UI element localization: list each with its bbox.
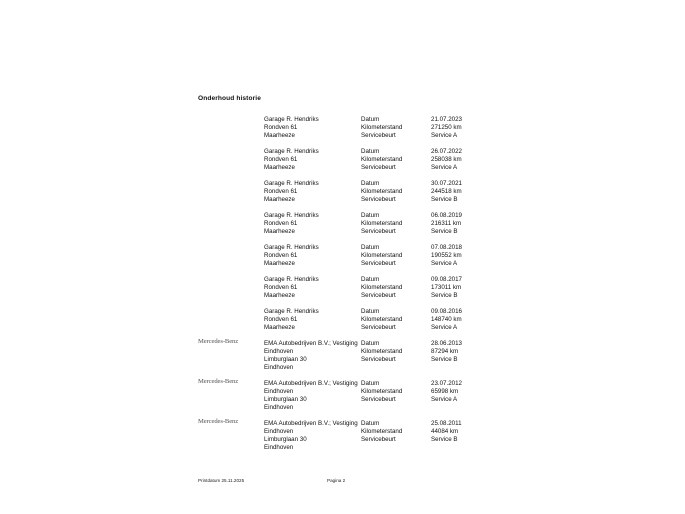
field-labels bbox=[361, 148, 429, 172]
field-labels bbox=[361, 244, 429, 268]
field-values-line: Service A bbox=[431, 132, 458, 139]
field-labels-line: Kilometerstand bbox=[361, 428, 403, 435]
field-values-line: Service A bbox=[431, 396, 458, 403]
field-labels-line: Datum bbox=[361, 276, 380, 283]
garage-address-line: Rondven 61 bbox=[264, 252, 298, 259]
field-labels-line: Servicebeurt bbox=[361, 436, 396, 443]
field-labels-line: Servicebeurt bbox=[361, 356, 396, 363]
garage-address-line: Maarheeze bbox=[264, 228, 295, 235]
field-labels-line: Servicebeurt bbox=[361, 132, 396, 139]
field-values-line: 28.06.2013 bbox=[431, 340, 462, 347]
field-values-line: 26.07.2022 bbox=[431, 148, 462, 155]
field-labels-line: Kilometerstand bbox=[361, 156, 403, 163]
field-values-line: 258038 km bbox=[431, 156, 462, 163]
field-values bbox=[431, 380, 491, 404]
field-labels-line: Servicebeurt bbox=[361, 164, 396, 171]
garage-address-line: Garage R. Hendriks bbox=[264, 212, 319, 219]
garage-address-line: Maarheeze bbox=[264, 196, 295, 203]
garage-address-line: Maarheeze bbox=[264, 292, 295, 299]
garage-address-line: Rondven 61 bbox=[264, 156, 298, 163]
garage-address-line: Garage R. Hendriks bbox=[264, 244, 319, 251]
field-labels-line: Servicebeurt bbox=[361, 396, 396, 403]
field-labels-line: Datum bbox=[361, 380, 380, 387]
field-values-line: 06.08.2019 bbox=[431, 212, 462, 219]
field-labels bbox=[361, 180, 429, 204]
mercedes-benz-logo: Mercedes-Benz bbox=[198, 378, 239, 385]
field-labels-line: Datum bbox=[361, 244, 380, 251]
mercedes-benz-logo: Mercedes-Benz bbox=[198, 418, 239, 425]
field-values-line: Service B bbox=[431, 292, 458, 299]
field-labels-line: Datum bbox=[361, 340, 380, 347]
garage-address bbox=[264, 212, 361, 236]
garage-address-line: Eindhoven bbox=[264, 388, 294, 395]
field-values-line: 09.08.2017 bbox=[431, 276, 462, 283]
field-values bbox=[431, 180, 491, 204]
field-values bbox=[431, 148, 491, 172]
field-values-line: 07.08.2018 bbox=[431, 244, 462, 251]
field-values-line: 244518 km bbox=[431, 188, 462, 195]
field-values-line: Service A bbox=[431, 164, 458, 171]
field-values-line: Service A bbox=[431, 324, 458, 331]
field-labels-line: Datum bbox=[361, 180, 380, 187]
field-labels-line: Kilometerstand bbox=[361, 252, 403, 259]
garage-address-line: Rondven 61 bbox=[264, 124, 298, 131]
garage-address bbox=[264, 340, 361, 372]
garage-address bbox=[264, 148, 361, 172]
field-values bbox=[431, 244, 491, 268]
field-values-line: 09.08.2016 bbox=[431, 308, 462, 315]
garage-address-line: Rondven 61 bbox=[264, 284, 298, 291]
field-values-line: 148740 km bbox=[431, 316, 462, 323]
field-values-line: Service B bbox=[431, 228, 458, 235]
garage-address-line: Maarheeze bbox=[264, 260, 295, 267]
field-values-line: Service B bbox=[431, 436, 458, 443]
field-labels-line: Servicebeurt bbox=[361, 324, 396, 331]
garage-address bbox=[264, 276, 361, 300]
field-values-line: 271250 km bbox=[431, 124, 462, 131]
print-date: Printdatum 25.11.2025 bbox=[198, 478, 245, 483]
field-values bbox=[431, 340, 491, 364]
field-values-line: 216311 km bbox=[431, 220, 462, 227]
garage-address bbox=[264, 380, 361, 412]
garage-address-line: Garage R. Hendriks bbox=[264, 148, 319, 155]
garage-address-line: EMA Autobedrijven B.V.; Vestiging bbox=[264, 380, 358, 387]
field-values bbox=[431, 276, 491, 300]
garage-address-line: EMA Autobedrijven B.V.; Vestiging bbox=[264, 420, 358, 427]
garage-address-line: Rondven 61 bbox=[264, 220, 298, 227]
garage-address-line: Limburglaan 30 bbox=[264, 396, 307, 403]
maintenance-record bbox=[0, 180, 685, 212]
field-labels-line: Kilometerstand bbox=[361, 388, 403, 395]
field-values-line: Service A bbox=[431, 260, 458, 267]
field-values-line: 21.07.2023 bbox=[431, 116, 462, 123]
garage-address-line: Garage R. Hendriks bbox=[264, 308, 319, 315]
section-title: Onderhoud historie bbox=[198, 95, 261, 102]
garage-address-line: Maarheeze bbox=[264, 132, 295, 139]
field-labels bbox=[361, 212, 429, 236]
garage-address bbox=[264, 180, 361, 204]
maintenance-record bbox=[0, 380, 685, 420]
field-labels-line: Datum bbox=[361, 116, 380, 123]
field-labels-line: Kilometerstand bbox=[361, 124, 403, 131]
garage-address-line: Eindhoven bbox=[264, 428, 294, 435]
field-labels bbox=[361, 380, 429, 404]
field-labels bbox=[361, 116, 429, 140]
field-labels bbox=[361, 308, 429, 332]
garage-address-line: Eindhoven bbox=[264, 444, 294, 451]
maintenance-record bbox=[0, 420, 685, 460]
garage-address-line: Garage R. Hendriks bbox=[264, 180, 319, 187]
garage-address-line: Garage R. Hendriks bbox=[264, 276, 319, 283]
field-labels-line: Kilometerstand bbox=[361, 316, 403, 323]
garage-address-line: Rondven 61 bbox=[264, 188, 298, 195]
maintenance-records bbox=[0, 116, 685, 460]
field-labels-line: Datum bbox=[361, 148, 380, 155]
maintenance-record bbox=[0, 244, 685, 276]
field-values bbox=[431, 116, 491, 140]
field-labels-line: Datum bbox=[361, 308, 380, 315]
field-labels bbox=[361, 340, 429, 364]
field-labels-line: Kilometerstand bbox=[361, 348, 403, 355]
garage-address-line: Eindhoven bbox=[264, 348, 294, 355]
maintenance-record bbox=[0, 212, 685, 244]
maintenance-record bbox=[0, 340, 685, 380]
field-values bbox=[431, 212, 491, 236]
field-values-line: 25.08.2011 bbox=[431, 420, 462, 427]
garage-address bbox=[264, 420, 361, 452]
field-values-line: Service B bbox=[431, 196, 458, 203]
garage-address-line: Maarheeze bbox=[264, 324, 295, 331]
field-values bbox=[431, 420, 491, 444]
garage-address-line: EMA Autobedrijven B.V.; Vestiging bbox=[264, 340, 358, 347]
maintenance-record bbox=[0, 276, 685, 308]
field-values-line: 87294 km bbox=[431, 348, 459, 355]
field-values-line: 65998 km bbox=[431, 388, 459, 395]
maintenance-record bbox=[0, 308, 685, 340]
field-values-line: 190552 km bbox=[431, 252, 462, 259]
field-labels-line: Servicebeurt bbox=[361, 260, 396, 267]
field-labels-line: Servicebeurt bbox=[361, 228, 396, 235]
garage-address-line: Eindhoven bbox=[264, 364, 294, 371]
field-values-line: 30.07.2021 bbox=[431, 180, 462, 187]
field-labels-line: Datum bbox=[361, 420, 380, 427]
field-labels-line: Datum bbox=[361, 212, 380, 219]
field-labels bbox=[361, 420, 429, 444]
field-values-line: 173011 km bbox=[431, 284, 462, 291]
field-labels-line: Kilometerstand bbox=[361, 188, 403, 195]
field-values-line: 23.07.2012 bbox=[431, 380, 462, 387]
mercedes-benz-logo: Mercedes-Benz bbox=[198, 338, 239, 345]
garage-address-line: Limburglaan 30 bbox=[264, 436, 307, 443]
garage-address-line: Maarheeze bbox=[264, 164, 295, 171]
garage-address bbox=[264, 116, 361, 140]
field-labels-line: Servicebeurt bbox=[361, 196, 396, 203]
garage-address-line: Garage R. Hendriks bbox=[264, 116, 319, 123]
maintenance-record bbox=[0, 148, 685, 180]
field-values bbox=[431, 308, 491, 332]
garage-address-line: Eindhoven bbox=[264, 404, 294, 411]
garage-address bbox=[264, 244, 361, 268]
maintenance-record bbox=[0, 116, 685, 148]
field-labels-line: Servicebeurt bbox=[361, 292, 396, 299]
field-labels-line: Kilometerstand bbox=[361, 284, 403, 291]
page-number: Pagina 2 bbox=[327, 478, 346, 483]
field-labels bbox=[361, 276, 429, 300]
garage-address-line: Rondven 61 bbox=[264, 316, 298, 323]
field-values-line: Service B bbox=[431, 356, 458, 363]
garage-address-line: Limburglaan 30 bbox=[264, 356, 307, 363]
garage-address bbox=[264, 308, 361, 332]
field-values-line: 44084 km bbox=[431, 428, 459, 435]
field-labels-line: Kilometerstand bbox=[361, 220, 403, 227]
